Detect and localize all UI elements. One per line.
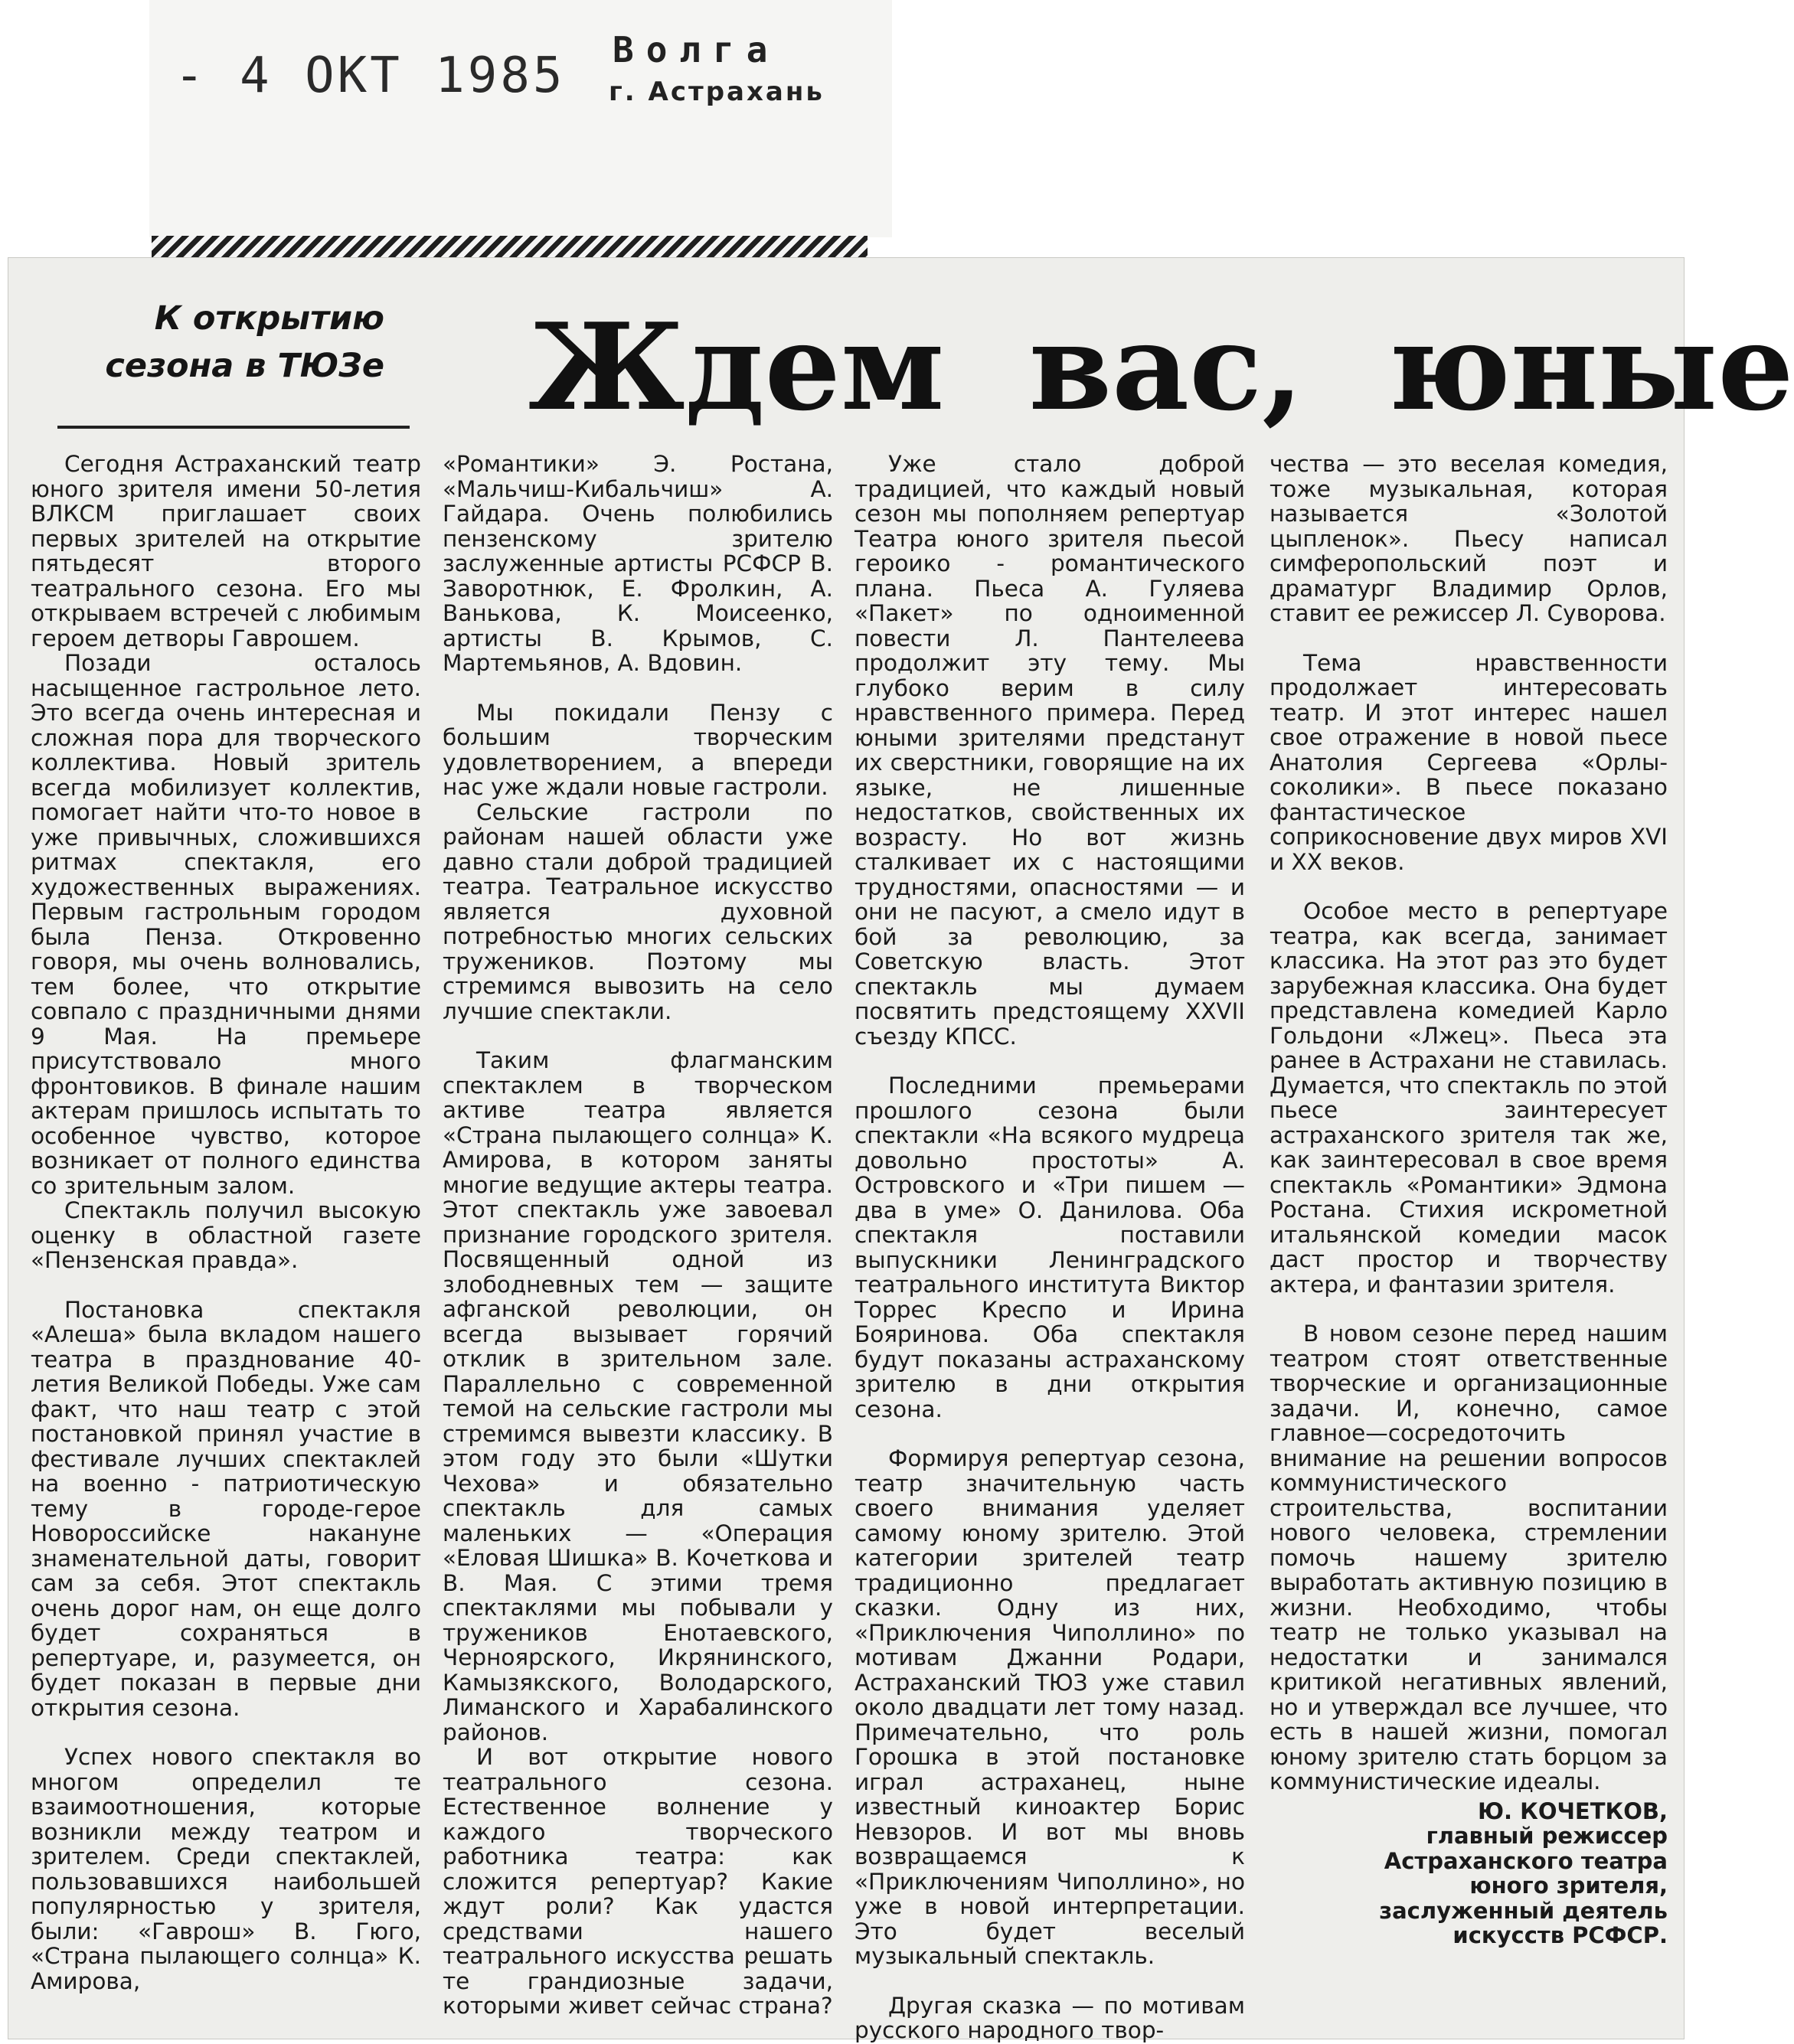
paragraph: Позади осталось насыщенное гастрольное лето. Это всегда очень интересная и сложная пора для творческого коллектива. Новый зритель всегда мобилизует коллектив, помогает найти что-то новое в уже привычных, сложившихся ритмах спектакля, его художественных выражениях. Первым гастрольным городом была Пенза. Откровенно говоря, мы очень волновались, тем более, что открытие совпало с праздничными днями 9 Мая. На премьере присутствовало много фронтовиков. В финале нашим актерам пришлось испытать то особенное чувство, которое возникает от полного единства со зрительным залом. xyxy=(31,650,421,1199)
paragraph: И вот открытие нового театрального сезона. Естественное волнение у каждого творческого работника театра: как сложится репертуар? Какие ждут роли? Как удастся средствами нашего театрального искусства решать те грандиозные задачи, которыми живет сейчас страна? xyxy=(443,1744,833,2019)
paragraph: Таким флагманским спектаклем в творческом активе театра является «Страна пылающего солнца» К. Амирова, в котором заняты многие ведущие актеры театра. Этот спектакль уже завоевал признание городского зрителя. Посвященный одной из злободневных тем — защите афганской революции, он всегда вызывает горячий отклик в зрительном зале. Параллельно с современной темой на сельские гастроли мы стремимся вывезти классику. В этом году это были «Шутки Чехова» и обязательно спектакль для самых маленьких — «Операция «Еловая Шишка» В. Кочеткова и В. Мая. С этими тремя спектаклями мы побывали у тружеников Енотаевского, Черноярского, Икрянинского, Камызякского, Володарского, Лиманского и Харабалинского районов. xyxy=(443,1047,833,1745)
author-signature xyxy=(1270,1799,1668,1948)
paragraph: чества — это веселая комедия, тоже музыкальная, которая называется «Золотой цыпленок». Пьесу написал симферопольский поэт и драматург Владимир Орлов, ставит ее режиссер Л. Суворова. xyxy=(1270,451,1668,626)
article-column-3 xyxy=(855,451,1245,2043)
paragraph: Уже стало доброй традицией, что каждый новый сезон мы пополняем репертуар Театра юного зрителя пьесой героико - романтического плана. Пьеса А. Гуляева «Пакет» по одноименной повести Л. Пантелеева продолжит эту тему. Мы глубоко верим в силу нравственного примера. Перед юными зрителями предстанут их сверстники, говорящие на их языке, не лишенные недостатков, свойственных их возрасту. Но вот жизнь сталкивает их с настоящими трудностями, опасностями — и они не пасуют, а смело идут в бой за революцию, за Советскую власть. Этот спектакль мы думаем посвятить предстоящему XXVII съезду КПСС. xyxy=(855,451,1245,1050)
paragraph: Сегодня Астраханский театр юного зрителя имени 50-летия ВЛКСМ приглашает своих первых зрителей на открытие пятьдесят второго театрального сезона. Его мы открываем встречей с любимым героем детворы Гаврошем. xyxy=(31,451,421,651)
rubric-underline xyxy=(57,426,410,429)
rubric-line-2: сезона в ТЮЗе xyxy=(105,347,384,385)
paragraph: Постановка спектакля «Алеша» была вкладом нашего театра в празднование 40-летия Великой Победы. Уже сам факт, что наш театр с этой постановкой принял участие в фестивале лучших спектаклей на военно - патриотическую тему в городе-герое Новороссийске накануне знаменательной даты, говорит сам за себя. Этот спектакль очень дорог нам, он еще долго будет сохраняться в репертуаре, и, разумеется, он будет показан в первые дни открытия сезона. xyxy=(31,1296,421,1721)
article-column-4 xyxy=(1270,452,1668,2013)
article-column-1 xyxy=(31,452,421,2013)
paragraph: Тема нравственности продолжает интересовать театр. И этот интерес нашел свое отражение в новой пьесе Анатолия Сергеева «Орлы-соколики». В пьесе показано фантастическое соприкосновение двух миров XVI и XX веков. xyxy=(1270,649,1668,875)
newspaper-name: Волга xyxy=(613,29,780,70)
clipping-label-slip xyxy=(149,0,892,237)
article-headline: Ждем вас, юные xyxy=(528,297,1794,437)
paragraph: В новом сезоне перед нашим театром стоят ответственные творческие и организационные задачи. И, конечно, самое главное—сосредоточить внимание на решении вопросов коммунистического строительства, воспитании нового человека, стремлении помочь нашему зрителю выработать активную позицию в жизни. Необходимо, чтобы театр не только указывал на недостатки и занимался критикой негативных явлений, но и утверждал все лучшее, что есть в нашей жизни, помогал юному зрителю стать борцом за коммунистические идеалы. xyxy=(1270,1321,1668,1794)
author-theatre-line-1: Астраханского театра xyxy=(1384,1847,1668,1874)
paragraph: Спектакль получил высокую оценку в областной газете «Пензенская правда». xyxy=(31,1197,421,1273)
rubric xyxy=(55,295,384,390)
paragraph: Формируя репертуар сезона, театр значительную часть своего внимания уделяет самому юному зрителю. Этой категории зрителей театр традиционно предлагает сказки. Одну из них, «Приключения Чиполлино» по мотивам Джанни Родари, Астраханский ТЮЗ уже ставил около двадцати лет тому назад. Примечательно, что роль Горошка в этой постановке играл астраханец, ныне известный киноактер Борис Невзоров. И вот мы вновь возвращаемся к «Приключениям Чиполлино», но уже в новой интерпретации. Это будет веселый музыкальный спектакль. xyxy=(855,1445,1245,1969)
paragraph: Сельские гастроли по районам нашей области уже давно стали доброй традицией театра. Театральное искусство является духовной потребностью многих сельских тружеников. Поэтому мы стремимся вывозить на село лучшие спектакли. xyxy=(443,798,833,1024)
paragraph: Последними премьерами прошлого сезона были спектакли «На всякого мудреца довольно простоты» А. Островского и «Три пишем — два в уме» О. Данилова. Оба спектакля поставили выпускники Ленинградского театрального института Виктор Торрес Креспо и Ирина Бояринова. Оба спектакля будут показаны астраханскому зрителю в дни открытия сезона. xyxy=(855,1073,1245,1422)
paragraph: Успех нового спектакля во многом определил те взаимоотношения, которые возникли между театром и зрителем. Среди спектаклей, пользовавшихся наибольшей популярностью у зрителя, были: «Гаврош» В. Гюго, «Страна пылающего солнца» К. Амирова, xyxy=(31,1744,421,1994)
paragraph: «Романтики» Э. Ростана, «Мальчиш-Кибальчиш» А. Гайдара. Очень полюбились пензенскому зрителю заслуженные артисты РСФСР В. Заворотнюк, Е. Фролкин, А. Ванькова, К. Моисеенко, артисты В. Крымов, С. Мартемьянов, А. Вдовин. xyxy=(443,451,833,676)
article-column-2 xyxy=(443,451,833,2019)
paragraph: Другая сказка — по мотивам русского народного твор- xyxy=(855,1992,1245,2043)
paragraph: Мы покидали Пензу с большим творческим удовлетворением, а впереди нас уже ждали новые гастроли. xyxy=(443,699,833,800)
author-title-line-2: искусств РСФСР. xyxy=(1453,1922,1668,1948)
author-theatre-line-2: юного зрителя, xyxy=(1469,1873,1668,1899)
date-stamp: - 4 ОКТ 1985 xyxy=(175,47,566,104)
rubric-line-1: К открытию xyxy=(154,299,384,338)
author-position: главный режиссер xyxy=(1426,1823,1668,1849)
author-name: Ю. КОЧЕТКОВ, xyxy=(1477,1797,1668,1824)
newspaper-city: г. Астрахань xyxy=(609,77,825,107)
author-title-line-1: заслуженный деятель xyxy=(1379,1897,1668,1924)
paragraph: Особое место в репертуаре театра, как всегда, занимает классика. На этот раз это будет зарубежная классика. Она будет представлена комедией Карло Гольдони «Лжец». Пьеса эта ранее в Астрахани не ставилась. Думается, что спектакль по этой пьесе заинтересует астраханского зрителя так же, как заинтересовал в свое время спектакль «Романтики» Эдмона Ростана. Стихия искрометной итальянской комедии масок даст простор и творчеству актера, и фантазии зрителя. xyxy=(1270,898,1668,1298)
